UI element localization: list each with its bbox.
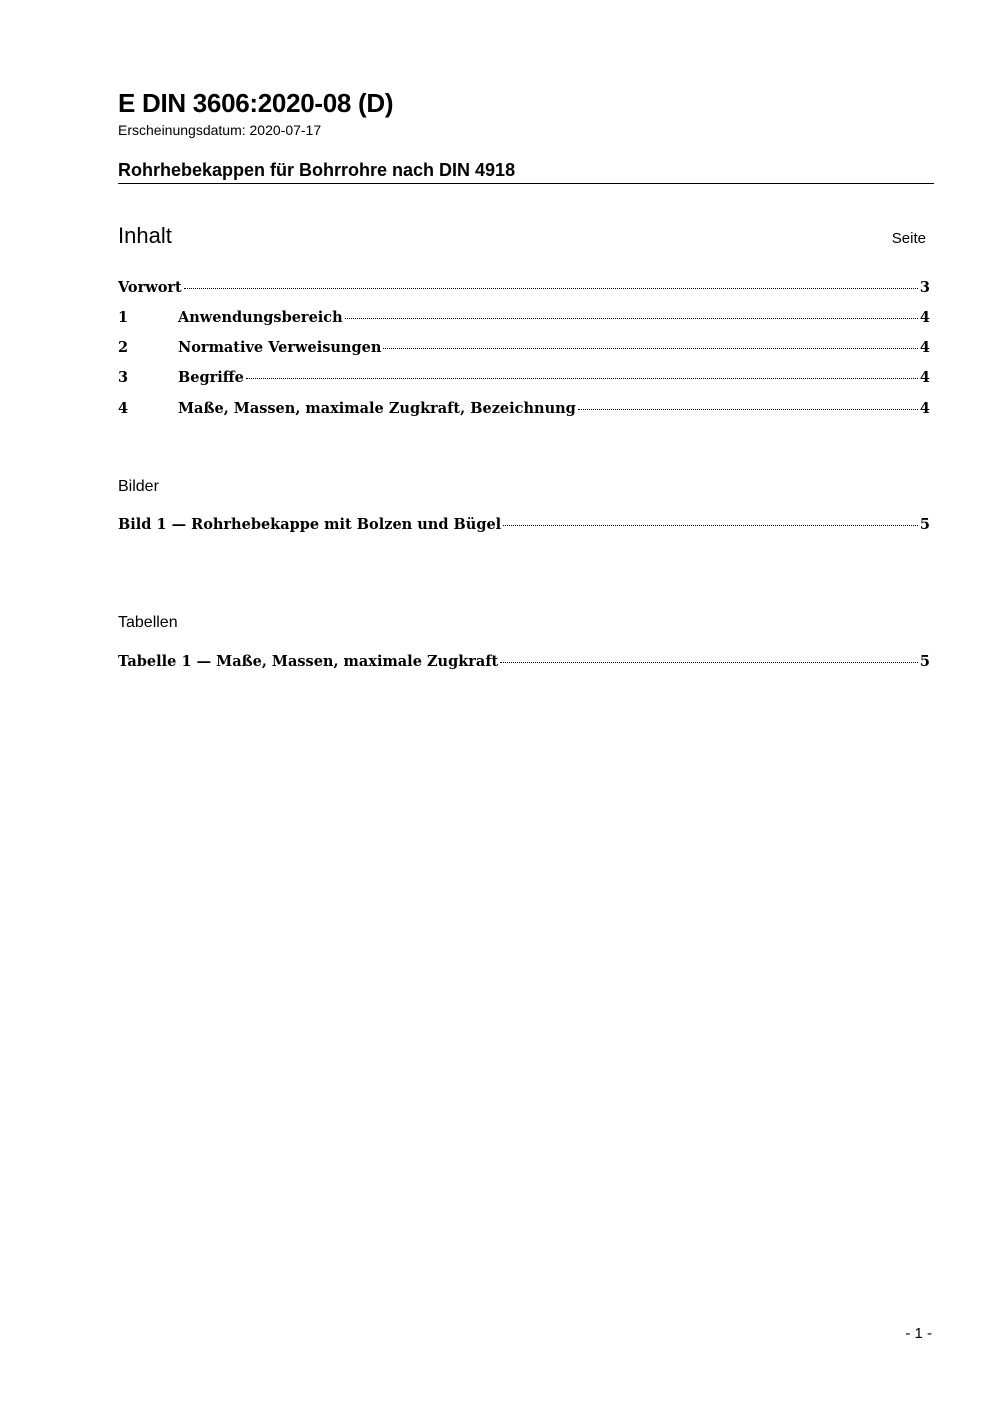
toc-entry-title: Maße, Massen, maximale Zugkraft, Bezeichnung [178, 400, 576, 417]
toc-entry-number: 4 [118, 400, 129, 417]
toc-entry-page: 4 [919, 369, 930, 386]
toc-entry-4[interactable] [118, 400, 930, 422]
toc-dot-leader [246, 378, 918, 379]
toc-entry-title: Vorwort [118, 279, 182, 296]
toc-dot-leader [184, 288, 918, 289]
toc-entry-page: 4 [919, 339, 930, 356]
toc-entry-number: 2 [118, 339, 129, 356]
toc-entry-title: Anwendungsbereich [178, 309, 343, 326]
toc-dot-leader [383, 348, 918, 349]
toc-dot-leader [503, 525, 918, 526]
toc-entry-number: 1 [118, 309, 129, 326]
figures-heading: Bilder [118, 478, 159, 495]
page-number: - 1 - [905, 1325, 932, 1342]
toc-entry-title: Normative Verweisungen [178, 339, 382, 356]
toc-entry-number: 3 [118, 369, 129, 386]
toc-entry-page: 3 [919, 279, 930, 296]
title-divider [118, 183, 934, 184]
toc-entry-title: Begriffe [178, 369, 244, 386]
figure-entry-title: Bild 1 — Rohrhebekappe mit Bolzen und Bügel [118, 516, 502, 533]
figure-entry-1[interactable] [118, 516, 930, 538]
table-entry-title: Tabelle 1 — Maße, Massen, maximale Zugkraft [118, 653, 499, 670]
tables-heading: Tabellen [118, 614, 178, 631]
publication-date: Erscheinungsdatum: 2020-07-17 [118, 122, 322, 138]
document-id: E DIN 3606:2020-08 (D) [118, 88, 394, 118]
toc-entry-1[interactable] [118, 309, 930, 331]
contents-heading: Inhalt [118, 223, 172, 248]
document-title: Rohrhebekappen für Bohrrohre nach DIN 4918 [118, 160, 516, 180]
figure-entry-page: 5 [919, 516, 930, 533]
toc-dot-leader [500, 662, 918, 663]
toc-entry-2[interactable] [118, 339, 930, 361]
toc-entry-page: 4 [919, 309, 930, 326]
toc-dot-leader [578, 409, 918, 410]
page-column-header: Seite [891, 230, 926, 247]
toc-entry-page: 4 [919, 400, 930, 417]
table-entry-1[interactable] [118, 653, 930, 675]
toc-entry-foreword[interactable] [118, 279, 930, 301]
toc-dot-leader [345, 318, 918, 319]
toc-entry-3[interactable] [118, 369, 930, 391]
table-entry-page: 5 [919, 653, 930, 670]
